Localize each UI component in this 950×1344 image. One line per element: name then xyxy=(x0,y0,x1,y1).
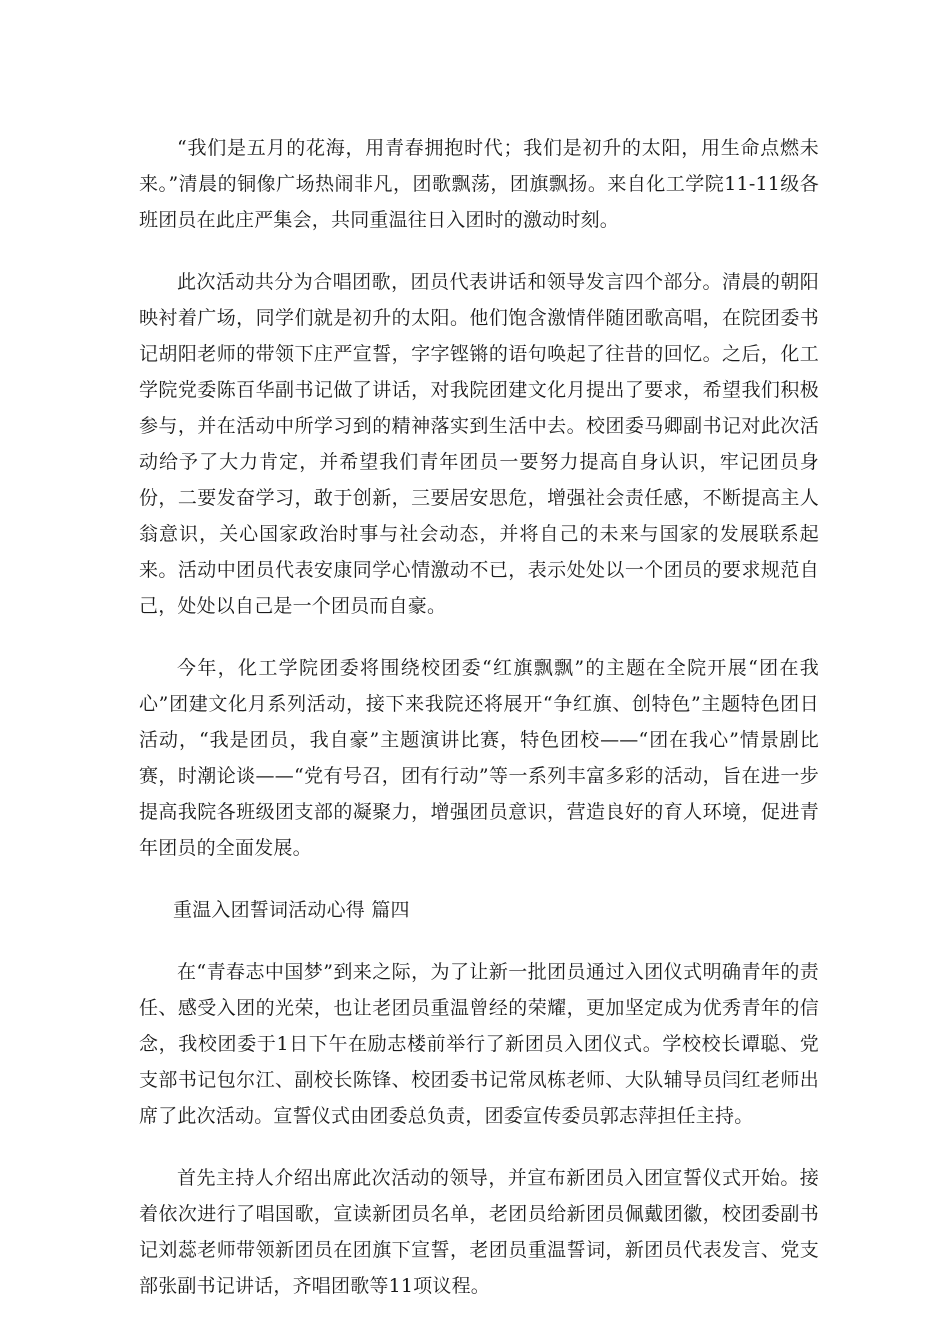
paragraph-1: “我们是五月的花海，用青春拥抱时代；我们是初升的太阳，用生命点燃未来。”清晨的铜像广场热闹非凡，团歌飘荡，团旗飘扬。来自化工学院11-11级各班团员在此庄严集会，共同重温往日入团时的激动时刻。 xyxy=(139,137,819,231)
section-heading: 重温入团誓词活动心得 篇四 xyxy=(173,899,410,921)
paragraph-4: 在“青春志中国梦”到来之际，为了让新一批团员通过入团仪式明确青年的责任、感受入团的光荣，也让老团员重温曾经的荣耀，更加坚定成为优秀青年的信念，我校团委于1日下午在励志楼前举行了新团员入团仪式。学校校长谭聪、党支部书记包尔江、副校长陈锋、校团委书记常凤栋老师、大队辅导员闫红老师出席了此次活动。宣誓仪式由团委总负责，团委宣传委员郭志萍担任主持。 xyxy=(139,961,819,1127)
document-body xyxy=(139,130,819,1330)
paragraph-3: 今年，化工学院团委将围绕校团委“红旗飘飘”的主题在全院开展“团在我心”团建文化月系列活动，接下来我院还将展开“争红旗、创特色”主题特色团日活动，“我是团员，我自豪”主题演讲比赛，特色团校——“团在我心”情景剧比赛，时潮论谈——“党有号召，团有行动”等一系列丰富多彩的活动，旨在进一步提高我院各班级团支部的凝聚力，增强团员意识，营造良好的育人环境，促进青年团员的全面发展。 xyxy=(139,657,819,859)
paragraph-2: 此次活动共分为合唱团歌，团员代表讲话和领导发言四个部分。清晨的朝阳映衬着广场，同学们就是初升的太阳。他们饱含激情伴随团歌高唱，在院团委书记胡阳老师的带领下庄严宣誓，字字铿锵的语句唤起了往昔的回忆。之后，化工学院党委陈百华副书记做了讲话，对我院团建文化月提出了要求，希望我们积极参与，并在活动中所学习到的精神落实到生活中去。校团委马卿副书记对此次活动给予了大力肯定，并希望我们青年团员一要努力提高自身认识，牢记团员身份，二要发奋学习，敢于创新，三要居安思危，增强社会责任感，不断提高主人翁意识，关心国家政治时事与社会动态，并将自己的未来与国家的发展联系起来。活动中团员代表安康同学心情激动不已，表示处处以一个团员的要求规范自己，处处以自己是一个团员而自豪。 xyxy=(139,271,819,617)
paragraph-5: 首先主持人介绍出席此次活动的领导，并宣布新团员入团宣誓仪式开始。接着依次进行了唱国歌，宣读新团员名单，老团员给新团员佩戴团徽，校团委副书记刘蕊老师带领新团员在团旗下宣誓，老团员重温誓词，新团员代表发言、党支部张副书记讲话，齐唱团歌等11项议程。 xyxy=(139,1167,819,1297)
